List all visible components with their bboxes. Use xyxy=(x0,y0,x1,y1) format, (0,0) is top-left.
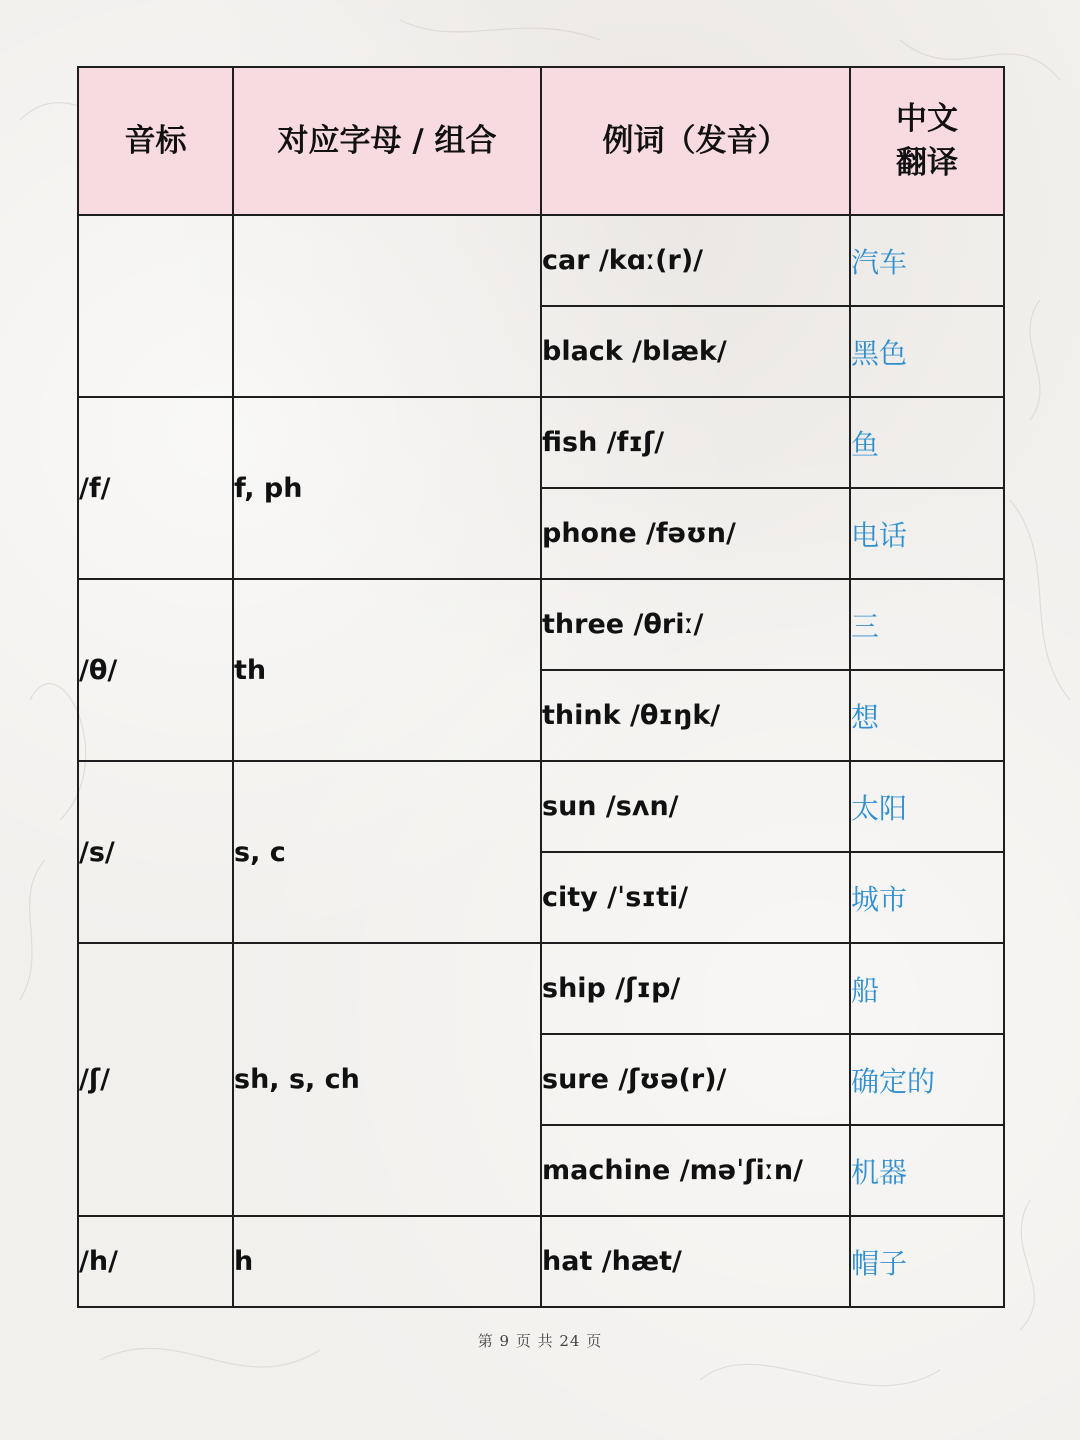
letter-combination: h xyxy=(233,1216,541,1307)
example-word: ship /ʃɪp/ xyxy=(541,943,850,1034)
chinese-translation: 船 xyxy=(850,943,1004,1034)
chinese-translation: 黑色 xyxy=(850,306,1004,397)
chinese-translation: 机器 xyxy=(850,1125,1004,1216)
phoneme-symbol: /s/ xyxy=(78,761,233,943)
chinese-translation: 想 xyxy=(850,670,1004,761)
chinese-translation: 汽车 xyxy=(850,215,1004,306)
header-symbol: 音标 xyxy=(78,67,233,215)
chinese-translation: 电话 xyxy=(850,488,1004,579)
header-translation xyxy=(850,67,1004,215)
chinese-translation: 三 xyxy=(850,579,1004,670)
example-word: city /ˈsɪti/ xyxy=(541,852,850,943)
phoneme-symbol: /θ/ xyxy=(78,579,233,761)
letter-combination: f, ph xyxy=(233,397,541,579)
phonics-table xyxy=(77,66,1005,1308)
example-word: three /θriː/ xyxy=(541,579,850,670)
phoneme-symbol xyxy=(78,215,233,397)
chinese-translation: 确定的 xyxy=(850,1034,1004,1125)
example-word: phone /fəʊn/ xyxy=(541,488,850,579)
table-row xyxy=(78,579,1004,670)
header-example: 例词（发音） xyxy=(541,67,850,215)
chinese-translation: 帽子 xyxy=(850,1216,1004,1307)
example-word: machine /məˈʃiːn/ xyxy=(541,1125,850,1216)
chinese-translation: 太阳 xyxy=(850,761,1004,852)
phoneme-symbol: /h/ xyxy=(78,1216,233,1307)
example-word: hat /hæt/ xyxy=(541,1216,850,1307)
letter-combination xyxy=(233,215,541,397)
phoneme-symbol: /f/ xyxy=(78,397,233,579)
example-word: think /θɪŋk/ xyxy=(541,670,850,761)
chinese-translation: 城市 xyxy=(850,852,1004,943)
table-body xyxy=(78,215,1004,1307)
letter-combination: sh, s, ch xyxy=(233,943,541,1216)
example-word: black /blæk/ xyxy=(541,306,850,397)
header-letters: 对应字母 / 组合 xyxy=(233,67,541,215)
example-word: fish /fɪʃ/ xyxy=(541,397,850,488)
chinese-translation: 鱼 xyxy=(850,397,1004,488)
example-word: car /kɑː(r)/ xyxy=(541,215,850,306)
letter-combination: th xyxy=(233,579,541,761)
table-row xyxy=(78,215,1004,306)
page-footer: 第 9 页 共 24 页 xyxy=(477,1332,603,1350)
table-row xyxy=(78,1216,1004,1307)
phoneme-symbol: /ʃ/ xyxy=(78,943,233,1216)
header-translation-line2: 翻译 xyxy=(896,145,958,181)
header-translation-line1: 中文 xyxy=(896,101,958,137)
header-row xyxy=(78,67,1004,215)
table-row xyxy=(78,397,1004,488)
example-word: sure /ʃʊə(r)/ xyxy=(541,1034,850,1125)
table-row xyxy=(78,761,1004,852)
table-row xyxy=(78,943,1004,1034)
example-word: sun /sʌn/ xyxy=(541,761,850,852)
letter-combination: s, c xyxy=(233,761,541,943)
